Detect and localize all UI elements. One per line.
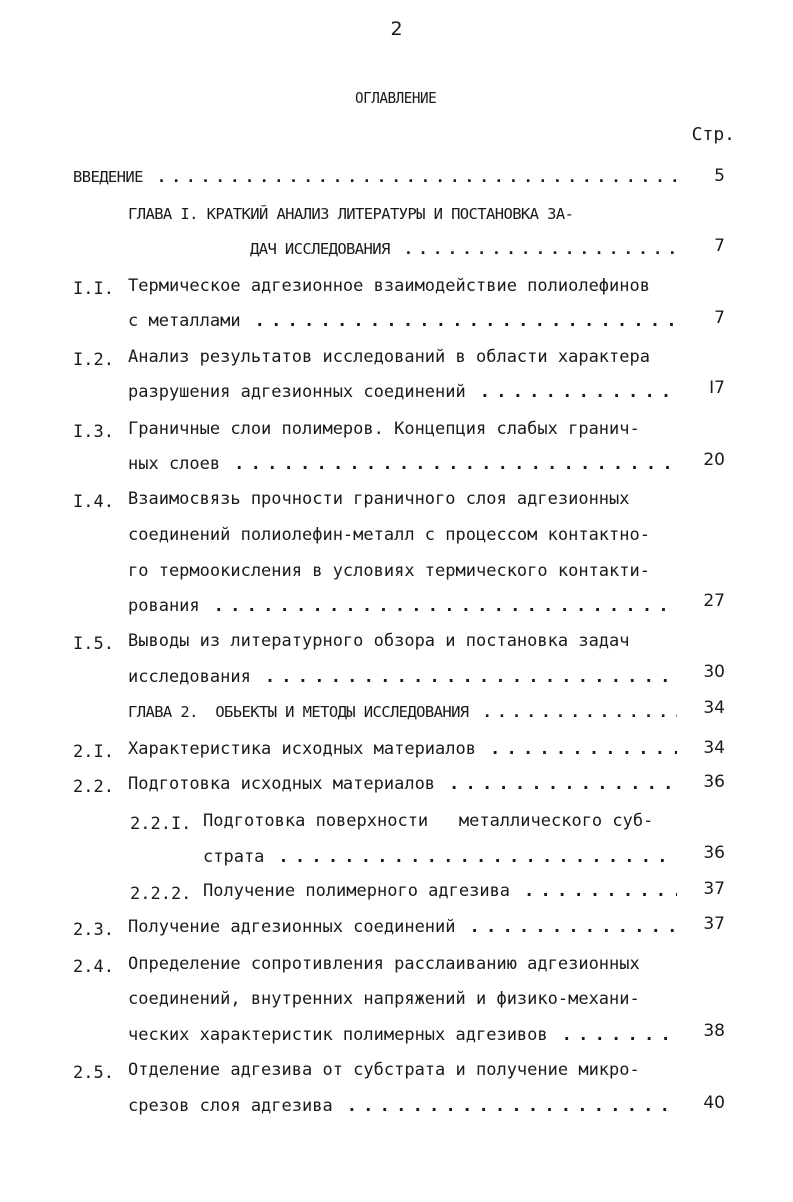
toc-entry-text: страта xyxy=(203,847,265,867)
leader-dots xyxy=(562,1025,677,1045)
toc-entry-number: I.2. xyxy=(73,350,114,370)
toc-entry-number: I.I. xyxy=(73,279,114,299)
toc-entry-number: I.3. xyxy=(73,422,114,442)
toc-entry-page: 34 xyxy=(703,698,725,718)
leader-dots xyxy=(347,1096,677,1116)
toc-entry-text: Анализ результатов исследований в области характера xyxy=(128,347,650,367)
toc-entry-text: го термоокисления в условиях термического контакти- xyxy=(128,561,650,581)
toc-entry-text: срезов слоя адгезива xyxy=(128,1096,333,1116)
toc-entry-page: 5 xyxy=(714,166,725,186)
leader-dots xyxy=(234,454,677,474)
toc-entry-page: 36 xyxy=(703,772,725,792)
toc-entry-page: 40 xyxy=(703,1093,725,1113)
toc-entry-page: I7 xyxy=(709,378,725,398)
toc-entry-page: 38 xyxy=(703,1021,725,1041)
toc-entry-text: Граничные слои полимеров. Концепция слабых гранич- xyxy=(128,419,640,439)
leader-dots xyxy=(214,596,677,616)
toc-entry-page: 30 xyxy=(703,662,725,682)
toc-entry-page: 34 xyxy=(703,738,725,758)
toc-entry-text: с металлами xyxy=(128,311,241,331)
toc-entry-text: соединений, внутренних напряжений и физико-механи- xyxy=(128,989,640,1009)
leader-dots xyxy=(470,917,677,937)
toc-entry-page: 37 xyxy=(703,879,725,899)
toc-entry-text: Получение полимерного адгезива xyxy=(203,881,511,901)
toc-entry-text: ГЛАВА 2. ОБЬЕКТЫ И МЕТОДЫ ИССЛЕДОВАНИЯ xyxy=(128,703,469,721)
toc-entry-text: ческих характеристик полимерных адгезивов xyxy=(128,1025,548,1045)
leader-dots xyxy=(449,774,677,794)
toc-entry-text: Подготовка поверхности металлического суб- xyxy=(203,811,654,831)
toc-entry-number: 2.I. xyxy=(73,742,114,762)
leader-dots xyxy=(157,168,677,186)
page-column-label: Стр. xyxy=(691,124,735,145)
toc-entry-text: Подготовка исходных материалов xyxy=(128,774,436,794)
toc-entry-text: ГЛАВА I. КРАТКИЙ АНАЛИЗ ЛИТЕРАТУРЫ И ПОСТАНОВКА ЗА- xyxy=(128,205,574,223)
toc-entry-page: 36 xyxy=(703,843,725,863)
toc-entry-number: 2.2.I. xyxy=(130,814,192,834)
toc-entry-text: ВВЕДЕНИЕ xyxy=(73,168,143,186)
toc-entry-text: Получение адгезионных соединений xyxy=(128,917,456,937)
toc-entry-text: Выводы из литературного обзора и постановка задач xyxy=(128,631,630,651)
toc-entry-text: Взаимосвязь прочности граничного слоя адгезионных xyxy=(128,489,630,509)
toc-entry-number: 2.2. xyxy=(73,777,114,797)
toc-entry-text: разрушения адгезионных соединений xyxy=(128,382,466,402)
leader-dots xyxy=(404,240,677,258)
leader-dots xyxy=(490,739,677,759)
leader-dots xyxy=(524,881,677,901)
toc-entry-text: рования xyxy=(128,596,200,616)
toc-entry-page: 27 xyxy=(703,591,725,611)
toc-entry-page: 37 xyxy=(703,914,725,934)
toc-entry-text: ДАЧ ИССЛЕДОВАНИЯ xyxy=(250,240,390,258)
toc-entry-number: I.5. xyxy=(73,634,114,654)
toc-entry-number: 2.3. xyxy=(73,920,114,940)
toc-entry-number: 2.2.2. xyxy=(130,884,192,904)
toc-entry-page: 20 xyxy=(703,450,725,470)
toc-entry-page: 7 xyxy=(714,308,725,328)
toc-entry-number: 2.5. xyxy=(73,1063,114,1083)
leader-dots xyxy=(278,847,677,867)
leader-dots xyxy=(483,703,677,721)
toc-heading: ОГЛАВЛЕНИЕ xyxy=(354,89,437,107)
toc-entry-text: ных слоев xyxy=(128,454,221,474)
toc-entry-text: Отделение адгезива от субстрата и получение микро- xyxy=(128,1060,640,1080)
leader-dots xyxy=(480,382,677,402)
toc-entry-number: I.4. xyxy=(73,492,114,512)
page-number: 2 xyxy=(390,18,403,40)
toc-entry-text: соединений полиолефин-металл с процессом контактно- xyxy=(128,525,650,545)
toc-entry-page: 7 xyxy=(714,236,725,256)
toc-entry-text: Характеристика исходных материалов xyxy=(128,739,476,759)
leader-dots xyxy=(265,667,677,687)
toc-entry-text: исследования xyxy=(128,667,251,687)
leader-dots xyxy=(255,311,677,331)
toc-entry-text: Определение сопротивления расслаиванию адгезионных xyxy=(128,954,640,974)
toc-entry-number: 2.4. xyxy=(73,957,114,977)
toc-entry-text: Термическое адгезионное взаимодействие полиолефинов xyxy=(128,276,650,296)
